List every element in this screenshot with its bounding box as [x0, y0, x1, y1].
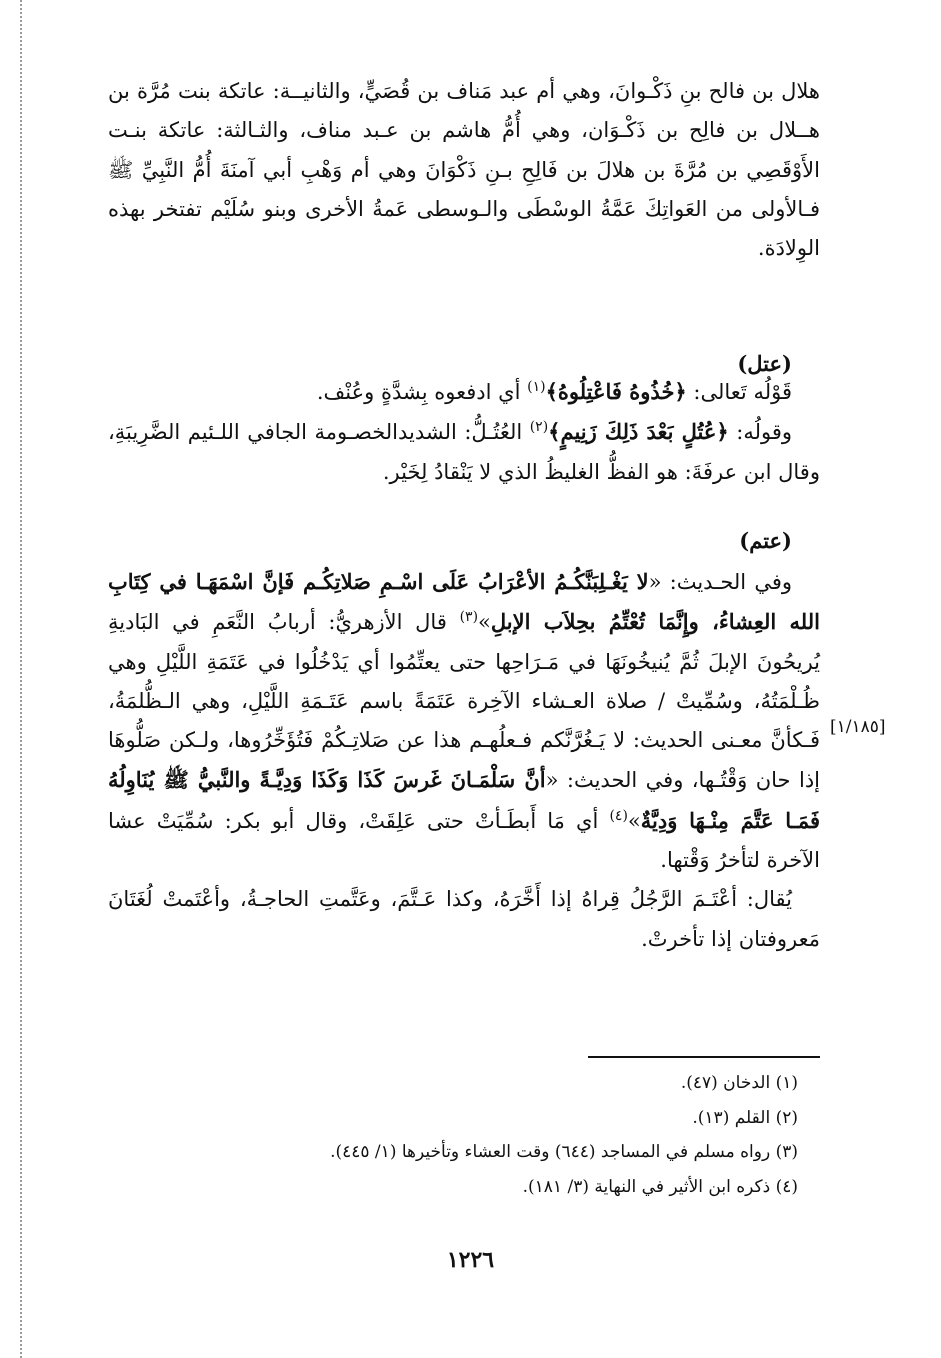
atam-p2-text: يُقال: أعْتَـمَ الرَّجُلُ قِراهُ إذا أَخَّرَهُ، وكذا عَـتَّمَ، وعَتَّمتِ الحاجـةُ، وأعْتَمتْ لُغَتَانَ مَعروفتان إذا تأخرتْ.	[108, 887, 820, 951]
atal-p1-pre: قَوْلُه تَعالى:	[686, 380, 792, 404]
hadith-quote-1: لا يَغْـلِبَنَّكُـمُ الأعْرَابُ عَلَى اسْـمِ صَلاتِكُـم فَإنَّ اسْمَهَـا في كِتَابِ الله العِشاءُ، وإِنَّمَا تُعْتِّمُ بحِلاَب الإبلِ	[108, 569, 820, 635]
footnote-4: (٤) ذكره ابن الأثير في النهاية (٣/ ١٨١).	[522, 1177, 798, 1198]
atal-p2-post: العُتُـلُّ: الشديدالخصـومة الجافي اللـئيم الضَّرِيبَةِ، وقال ابن عرفَةَ: هو الفظُّ الغليظُ الذي لا يَنْقادُ لِخَيْر.	[108, 420, 820, 484]
atam-p1-post: قال الأزهريُّ: أربابُ النَّعَمِ في البَاديةِ يُريحُونَ الإبلَ ثُمَّ يُنيخُونَهَا في مَـرَاحِها حتى يعتِّمُوا أي يَدْخُلُوا في عَتَمَةِ اللَّيْلِ وهي ظُـلْمَتُهُ، وسُمِّيتْ / صلاة العـشاء الآخِرة عَتَمَةً باسم عَتَـمَةِ اللَّيْلِ، وهي الـظُّلمَةُ، فَـكأنَّ معـنى الحديث: لا يَـغُرَّنَّكم فـعلُهـم هذا عن صَلاتِـكُمْ فَتُؤَخِّرُوها، ولـكن صَلُّوهَا إذا حان وَقْتُـها، وفي الحديث: «	[108, 610, 820, 793]
atam-paragraph-2	[108, 880, 820, 959]
footnote-separator-rule	[588, 1056, 820, 1058]
quran-quote-2: ﴿عُتُلٍ بَعْدَ ذَلِكَ زَنِيمٍ﴾	[548, 419, 729, 445]
page-number: ١٢٢٦	[446, 1247, 495, 1273]
paragraph-text: هلال بن فالح بنِ ذَكْـوانَ، وهي أم عبد مَناف بن قُصَيٍّ، والثانيــة: عاتكة بنت مُرَّة بن هــلال بن فالِح بن ذَكْـوَان، وهي أُمُّ هاشم بن عـبد مناف، والثـالثة: عاتكة بنـت الأَوْقَصِي بن مُرَّةَ بن هلالَ بن فَالِحِ بـنِ ذَكْوَانَ وهي أم وَهْبِ أبي آمنَةَ أُمُّ النَّبِيِّ ﷺ فـالأولى من العَواتِكَ عَمَّةُ الوسْطَى والـوسطى عَمةُ الأخرى وبنو سُلَيْم تفتخر بهذه الوِلادَة.	[108, 79, 820, 261]
quote-close-2: »	[627, 808, 641, 833]
margin-page-reference: [١/١٨٥]	[830, 717, 886, 737]
atam-paragraph-1	[108, 562, 820, 880]
footnote-marker-4[interactable]: (٤)	[609, 807, 628, 824]
quran-quote-1: ﴿خُذُوهُ فَاعْتِلُوهُ﴾	[545, 379, 687, 404]
entry-heading-atam	[108, 521, 820, 560]
footnotes	[108, 1066, 798, 1205]
footnote-1: (١) الدخان (٤٧).	[680, 1073, 798, 1093]
atam-section	[108, 562, 820, 959]
scan-edge-dotted-line	[20, 0, 22, 1358]
heading-text: (عتل)	[737, 351, 792, 376]
atal-paragraph-1	[108, 372, 820, 412]
footnote-marker-3[interactable]: (٣)	[459, 609, 479, 626]
atal-p1-post: أي ادفعوه بِشدَّةٍ وعُنْف.	[316, 380, 528, 404]
footnote-marker-2[interactable]: (٢)	[529, 419, 549, 436]
atal-paragraph-2	[108, 412, 820, 492]
atam-p1-post2: أي مَا أَبطَـأتْ حتى عَلِقَتْ، وقال أبو بكر: سُمِّيَتْ عشا الآخرة لتأخرُ وَقْتها.	[108, 808, 820, 873]
atal-section	[108, 372, 820, 492]
hadith-quote-2: أنَّ سَلْمَـانَ غَرسَ كَذَا وَكَذَا وَدِيَّـةً والنَّبيُّ ﷺ يُنَاوِلُهُ فَمَـا عَتَّمَ مِنْـهَا وَدِيَّةٌ	[108, 767, 820, 833]
atal-p2-pre: وقولُه:	[728, 420, 793, 445]
footnote-2: (٢) القلم (١٣).	[692, 1107, 798, 1128]
atam-p1-pre: وفي الحـديث: «	[648, 570, 793, 594]
heading-text: (عتم)	[739, 528, 792, 553]
quote-close-1: »	[478, 610, 491, 635]
footnote-marker-1[interactable]: (١)	[527, 379, 546, 395]
footnote-3: (٣) رواه مسلم في المساجد (٦٤٤) وقت العشاء وتأخيرها (١/ ٤٤٥).	[330, 1142, 798, 1163]
opening-paragraph	[108, 72, 820, 268]
